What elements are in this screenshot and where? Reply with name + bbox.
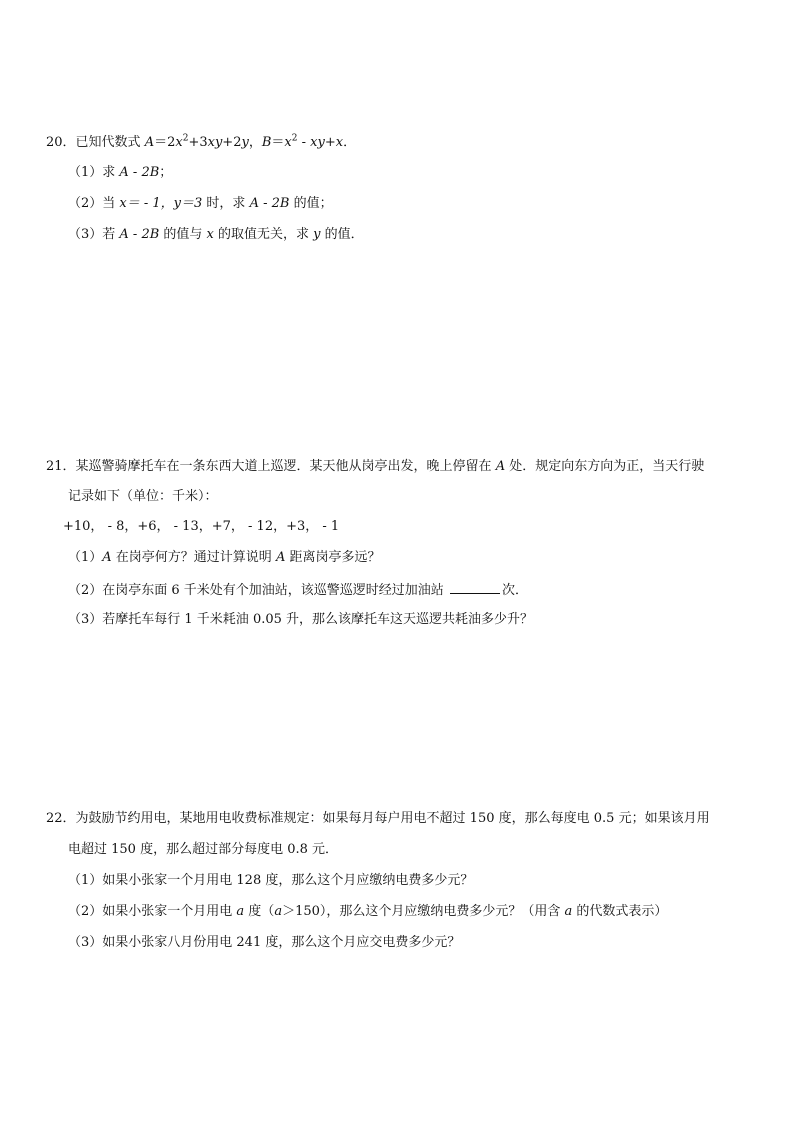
problem-22-stem-line1: 22．为鼓励节约用电，某地用电收费标准规定：如果每月每户用电不超过 150 度，那么每度电 0.5 元；如果该月用 xyxy=(46,811,710,826)
problem-number: 21． xyxy=(46,459,76,474)
problem-21-data: +10， - 8，+6， - 13，+7， - 12，+3， - 1 xyxy=(63,519,340,534)
problem-21-q1: （1）A 在岗亭何方？通过计算说明 A 距离岗亭多远？ xyxy=(68,550,381,565)
answer-blank[interactable] xyxy=(450,581,500,594)
problem-number: 22． xyxy=(46,811,76,826)
problem-21-stem-line1: 21．某巡警骑摩托车在一条东西大道上巡逻．某天他从岗亭出发，晚上停留在 A 处．规定向东方向为正，当天行驶 xyxy=(46,459,705,474)
problem-number: 20． xyxy=(46,135,76,150)
problem-22-q3: （3）如果小张家八月份用电 241 度，那么这个月应交电费多少元？ xyxy=(68,935,461,950)
problem-22-q2: （2）如果小张家一个月用电 a 度（a＞150），那么这个月应缴纳电费多少元？（用含 a 的代数式表示） xyxy=(68,904,668,919)
problem-22-stem-line2: 电超过 150 度，那么超过部分每度电 0.8 元． xyxy=(68,842,339,857)
problem-20-q1: （1）求 A - 2B； xyxy=(68,165,173,180)
problem-20-q3: （3）若 A - 2B 的值与 x 的取值无关，求 y 的值． xyxy=(68,227,364,242)
problem-20-stem: 20．已知代数式 $A=2x^2+3xy+2y$，$B=x^2 - xy+x$． xyxy=(46,133,357,150)
problem-20-q2: （2）当 x＝ - 1，y＝3 时，求 A - 2B 的值； xyxy=(68,196,333,211)
problem-21-q3: （3）若摩托车每行 1 千米耗油 0.05 升，那么该摩托车这天巡逻共耗油多少升？ xyxy=(68,612,534,627)
problem-21-q2: （2）在岗亭东面 6 千米处有个加油站，该巡警巡逻时经过加油站 次． xyxy=(68,583,528,598)
problem-21-stem-line2: 记录如下（单位：千米）： xyxy=(68,489,218,504)
problem-22-q1: （1）如果小张家一个月用电 128 度，那么这个月应缴纳电费多少元？ xyxy=(68,873,474,888)
